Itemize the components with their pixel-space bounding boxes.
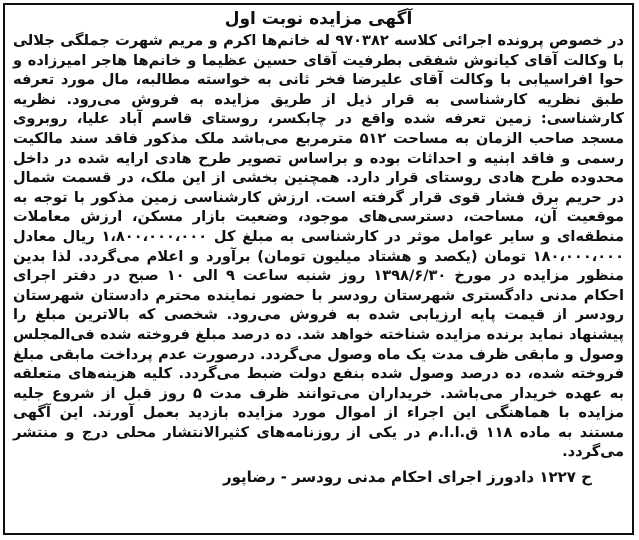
notice-title: آگهی مزایده نوبت اول (224, 9, 413, 29)
notice-body: در خصوص پرونده اجرائی کلاسه ۹۷۰۳۸۲ له خانم‌ها اکرم و مریم شهرت جملگی جلالی با وکالت آقای کیانوش شفقی بطرفیت آقای حسین عظیما و خانم‌ها هاجر امیرزاده و حوا افراسیابی با وکالت آقای علیرضا فخر ثانی به خواسته مطالبه، مال مورد تعرفه طبق نظریه کارشناسی به قرار ذیل از طریق مزایده به فروش می‌رود. نظریه کارشناسی: زمین تعرفه شده واقع در چابکسر، روستای قاسم آباد علیا، روبروی مسجد صاحب الزمان به مساحت ۵۱۲ مترمربع می‌باشد ملک مذکور فاقد سند مالکیت رسمی و فاقد ابنیه و احداثات بوده و براساس تصویر طرح هادی ارایه شده در داخل محدوده طرح هادی روستای قرار دارد. همچنین بخشی از این ملک، در قسمت شمال در حریم برق فشار قوی قرار گرفته است. ارزش کارشناسی زمین مذکور با توجه به موقعیت آن، مساحت، دسترسی‌های موجود، وضعیت بازار مسکن، ارزش معاملات منطقه‌ای و سایر عوامل موثر در کارشناسی به مبلغ کل ۱،۸۰۰،۰۰۰،۰۰۰ ریال معادل ۱۸۰،۰۰۰،۰۰۰ تومان (یکصد و هشتاد میلیون تومان) برآورد و اعلام می‌گردد. لذا بدین منظور مزایده در مورخ ۱۳۹۸/۶/۳۰ روز شنبه ساعت ۹ الی ۱۰ صبح در دفتر اجرای احکام مدنی دادگستری شهرستان رودسر با حضور نماینده محترم دادستان شهرستان رودسر از قیمت پایه ارزیابی شده به فروش می‌رود. شخصی که بالاترین مبلغ را پیشنهاد نماید برنده مزایده شناخته خواهد شد. ده درصد مبلغ فروخته شده فی‌المجلس وصول و مابقی ظرف مدت یک ماه وصول می‌گردد. درصورت عدم پرداخت مابقی مبلغ فروخته شده، ده درصد وصول شده بنفع دولت ضبط می‌گردد. کلیه هزینه‌های متعلقه به عهده خریدار می‌باشد. خریداران می‌توانند ظرف مدت ۵ روز قبل از شروع جلیه مزایده با هماهنگی این اجراء از اموال مورد مزایده بازدید بعمل آورند. این آگهی مستند به ماده ۱۱۸ ق.ا.ا.م در یکی از روزنامه‌های کثیرالانتشار محلی درج و منتشر می‌گردد. (13, 32, 625, 461)
notice-footer: ح ۱۲۲۷ دادورز اجرای احکام مدنی رودسر - رضاپور (223, 468, 592, 487)
notice-frame (3, 3, 634, 535)
